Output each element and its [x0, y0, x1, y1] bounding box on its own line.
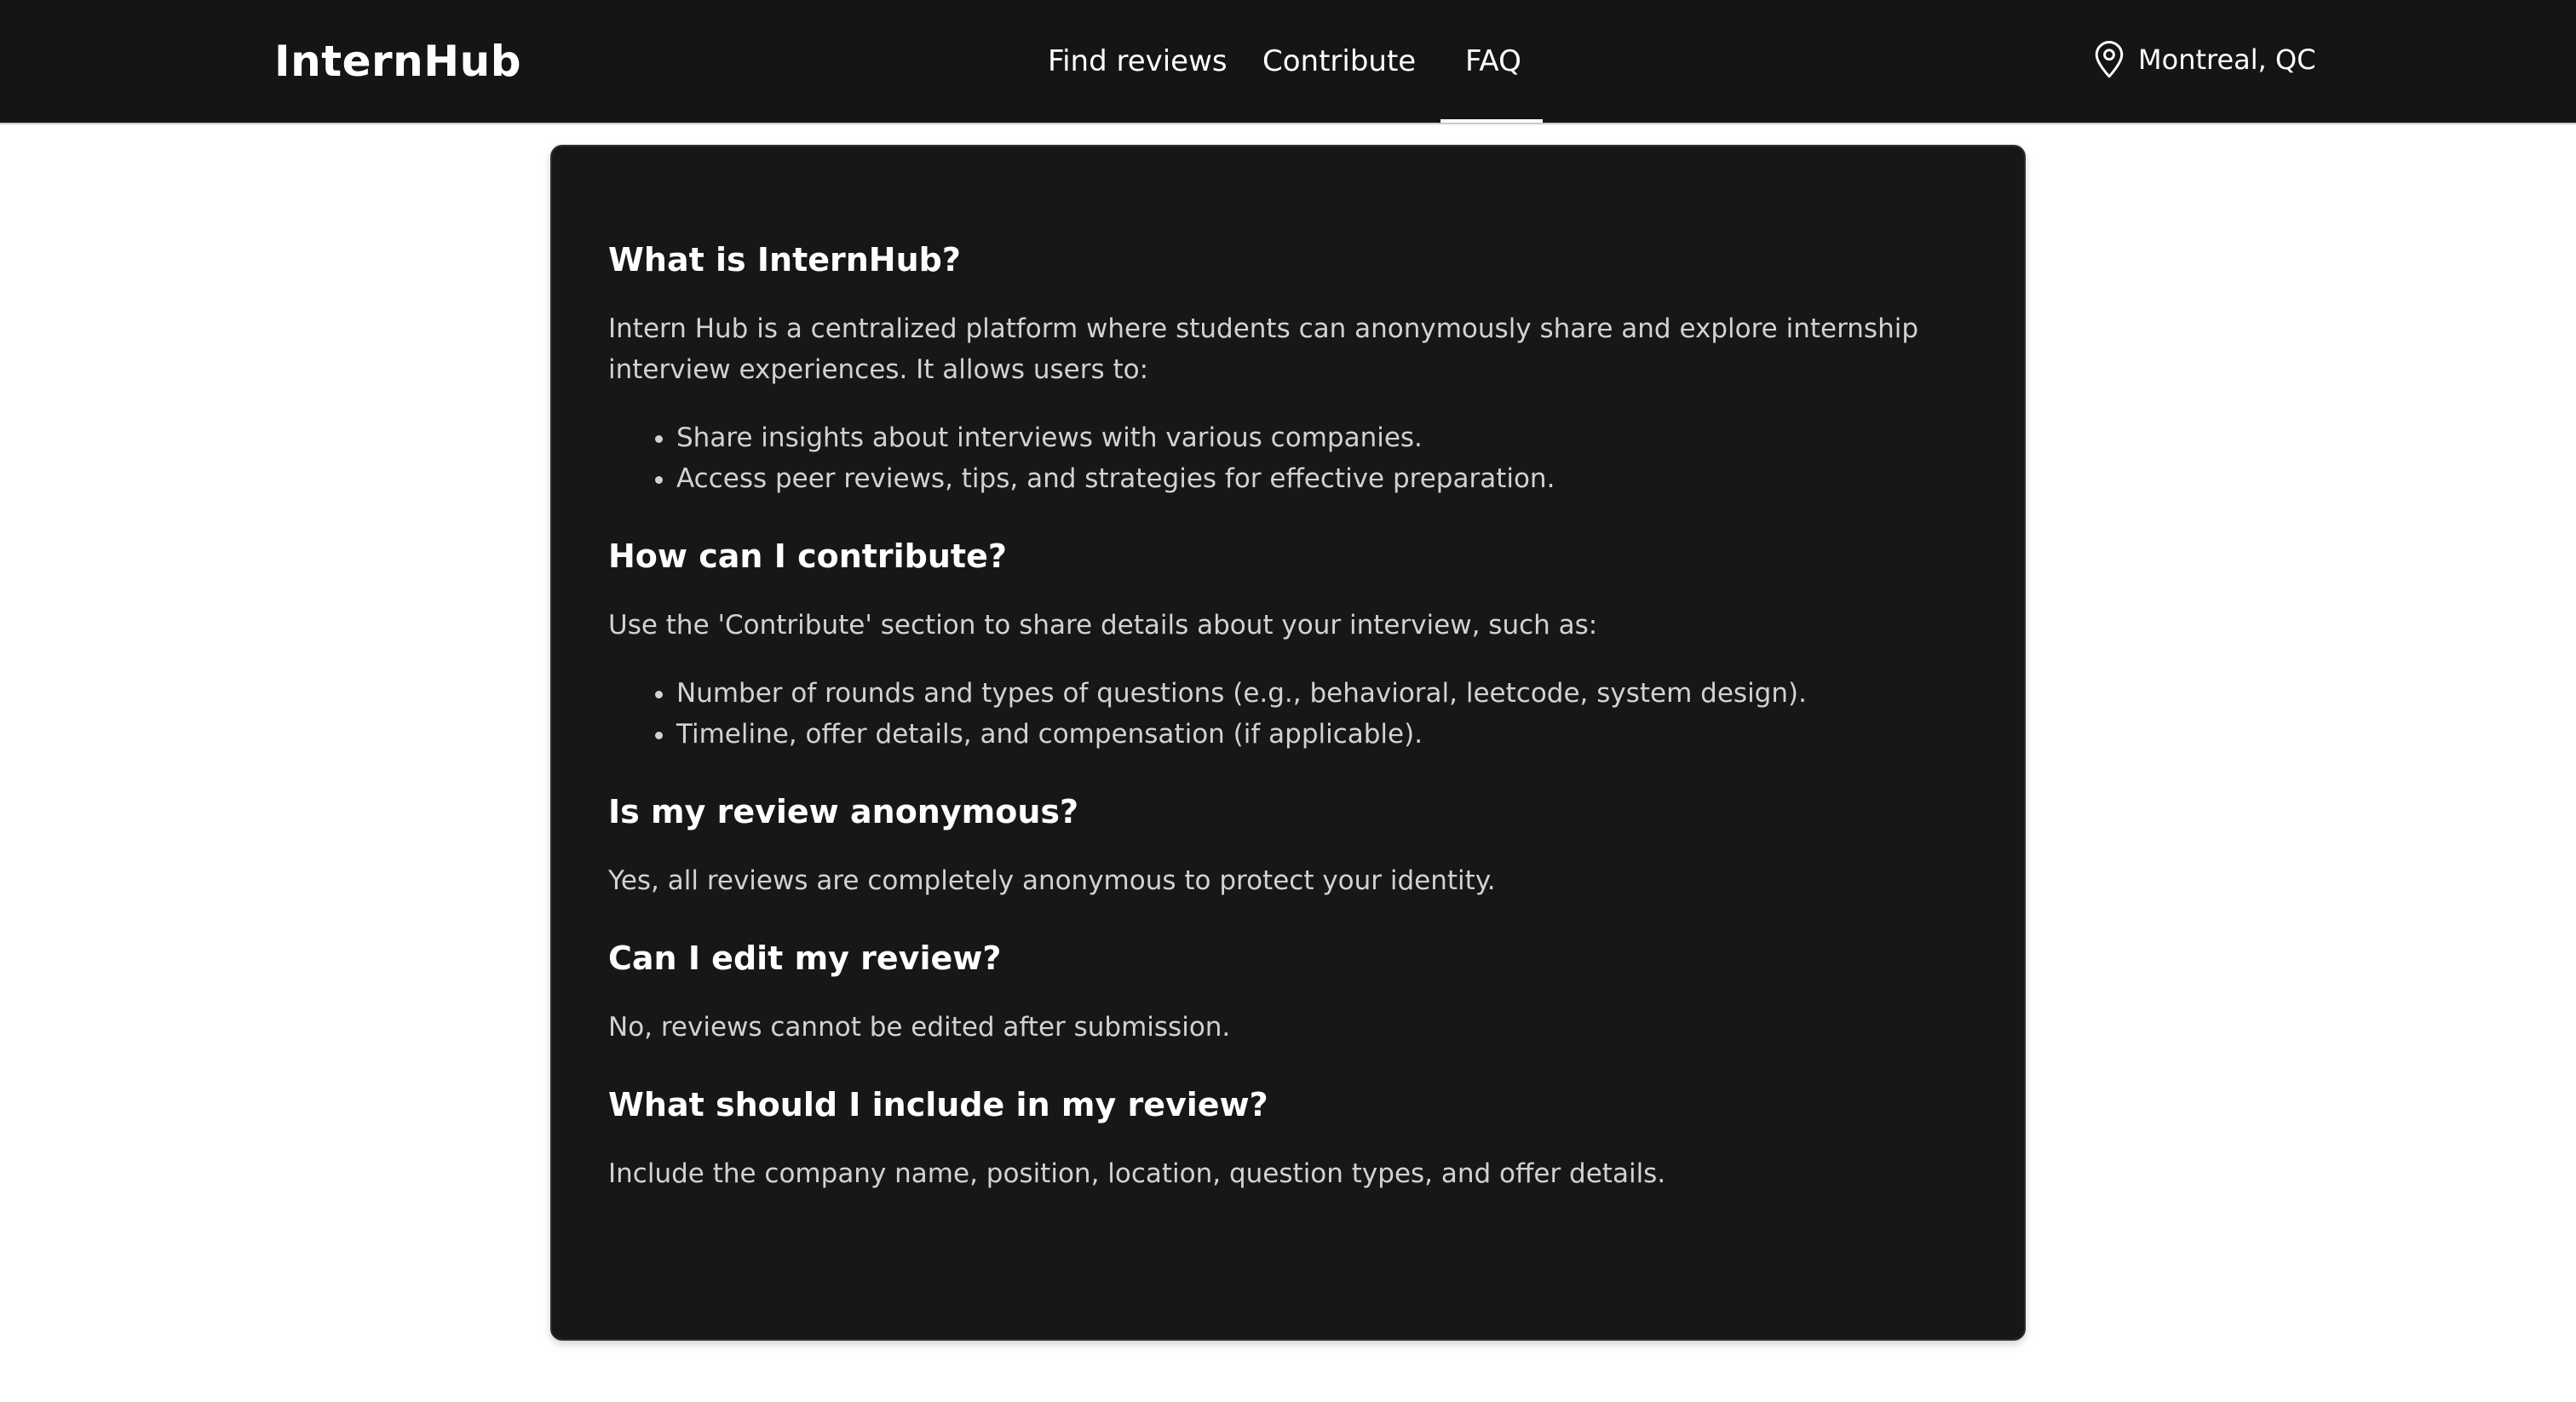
faq-answer: Use the 'Contribute' section to share details about your interview, such as: — [608, 610, 1598, 641]
faq-answer: No, reviews cannot be edited after submission. — [608, 1012, 1231, 1043]
faq-bullet: • Timeline, offer details, and compensation (if applicable). — [676, 714, 1971, 755]
page-bottom-edge — [0, 1397, 2576, 1402]
faq-bullet: • Share insights about interviews with various companies. — [676, 417, 1971, 458]
faq-list — [608, 237, 1971, 1194]
faq-question: How can I contribute? — [608, 537, 1007, 575]
faq-item — [608, 1082, 1971, 1194]
faq-answer: Yes, all reviews are completely anonymous to protect your identity. — [608, 865, 1496, 896]
faq-question: What is InternHub? — [608, 241, 961, 279]
top-navbar — [0, 0, 2576, 124]
nav-find-reviews[interactable]: Find reviews — [1048, 44, 1228, 78]
location-selector[interactable] — [2092, 34, 2316, 85]
map-pin-icon — [2092, 40, 2126, 79]
faq-item — [608, 533, 1971, 755]
faq-question: What should I include in my review? — [608, 1086, 1268, 1123]
location-label: Montreal, QC — [2138, 43, 2316, 76]
faq-bullet-list — [608, 417, 1971, 499]
faq-card — [550, 145, 2026, 1341]
nav-faq[interactable]: FAQ — [1465, 44, 1521, 78]
faq-item — [608, 789, 1971, 901]
nav-contribute[interactable]: Contribute — [1262, 44, 1417, 78]
brand-logo[interactable]: InternHub — [274, 37, 521, 86]
faq-item — [608, 935, 1971, 1048]
active-nav-indicator — [1440, 119, 1543, 123]
faq-bullet: • Access peer reviews, tips, and strategies for effective preparation. — [676, 458, 1971, 499]
faq-answer: Include the company name, position, location, question types, and offer details. — [608, 1158, 1666, 1189]
faq-question: Can I edit my review? — [608, 939, 1002, 977]
faq-bullet: • Number of rounds and types of questions (e.g., behavioral, leetcode, system design). — [676, 673, 1971, 714]
faq-answer: Intern Hub is a centralized platform where students can anonymously share and explore internship interview experiences. It allows users to: — [608, 313, 1919, 385]
faq-item — [608, 237, 1971, 499]
faq-question: Is my review anonymous? — [608, 793, 1079, 830]
faq-bullet-list — [608, 673, 1971, 755]
